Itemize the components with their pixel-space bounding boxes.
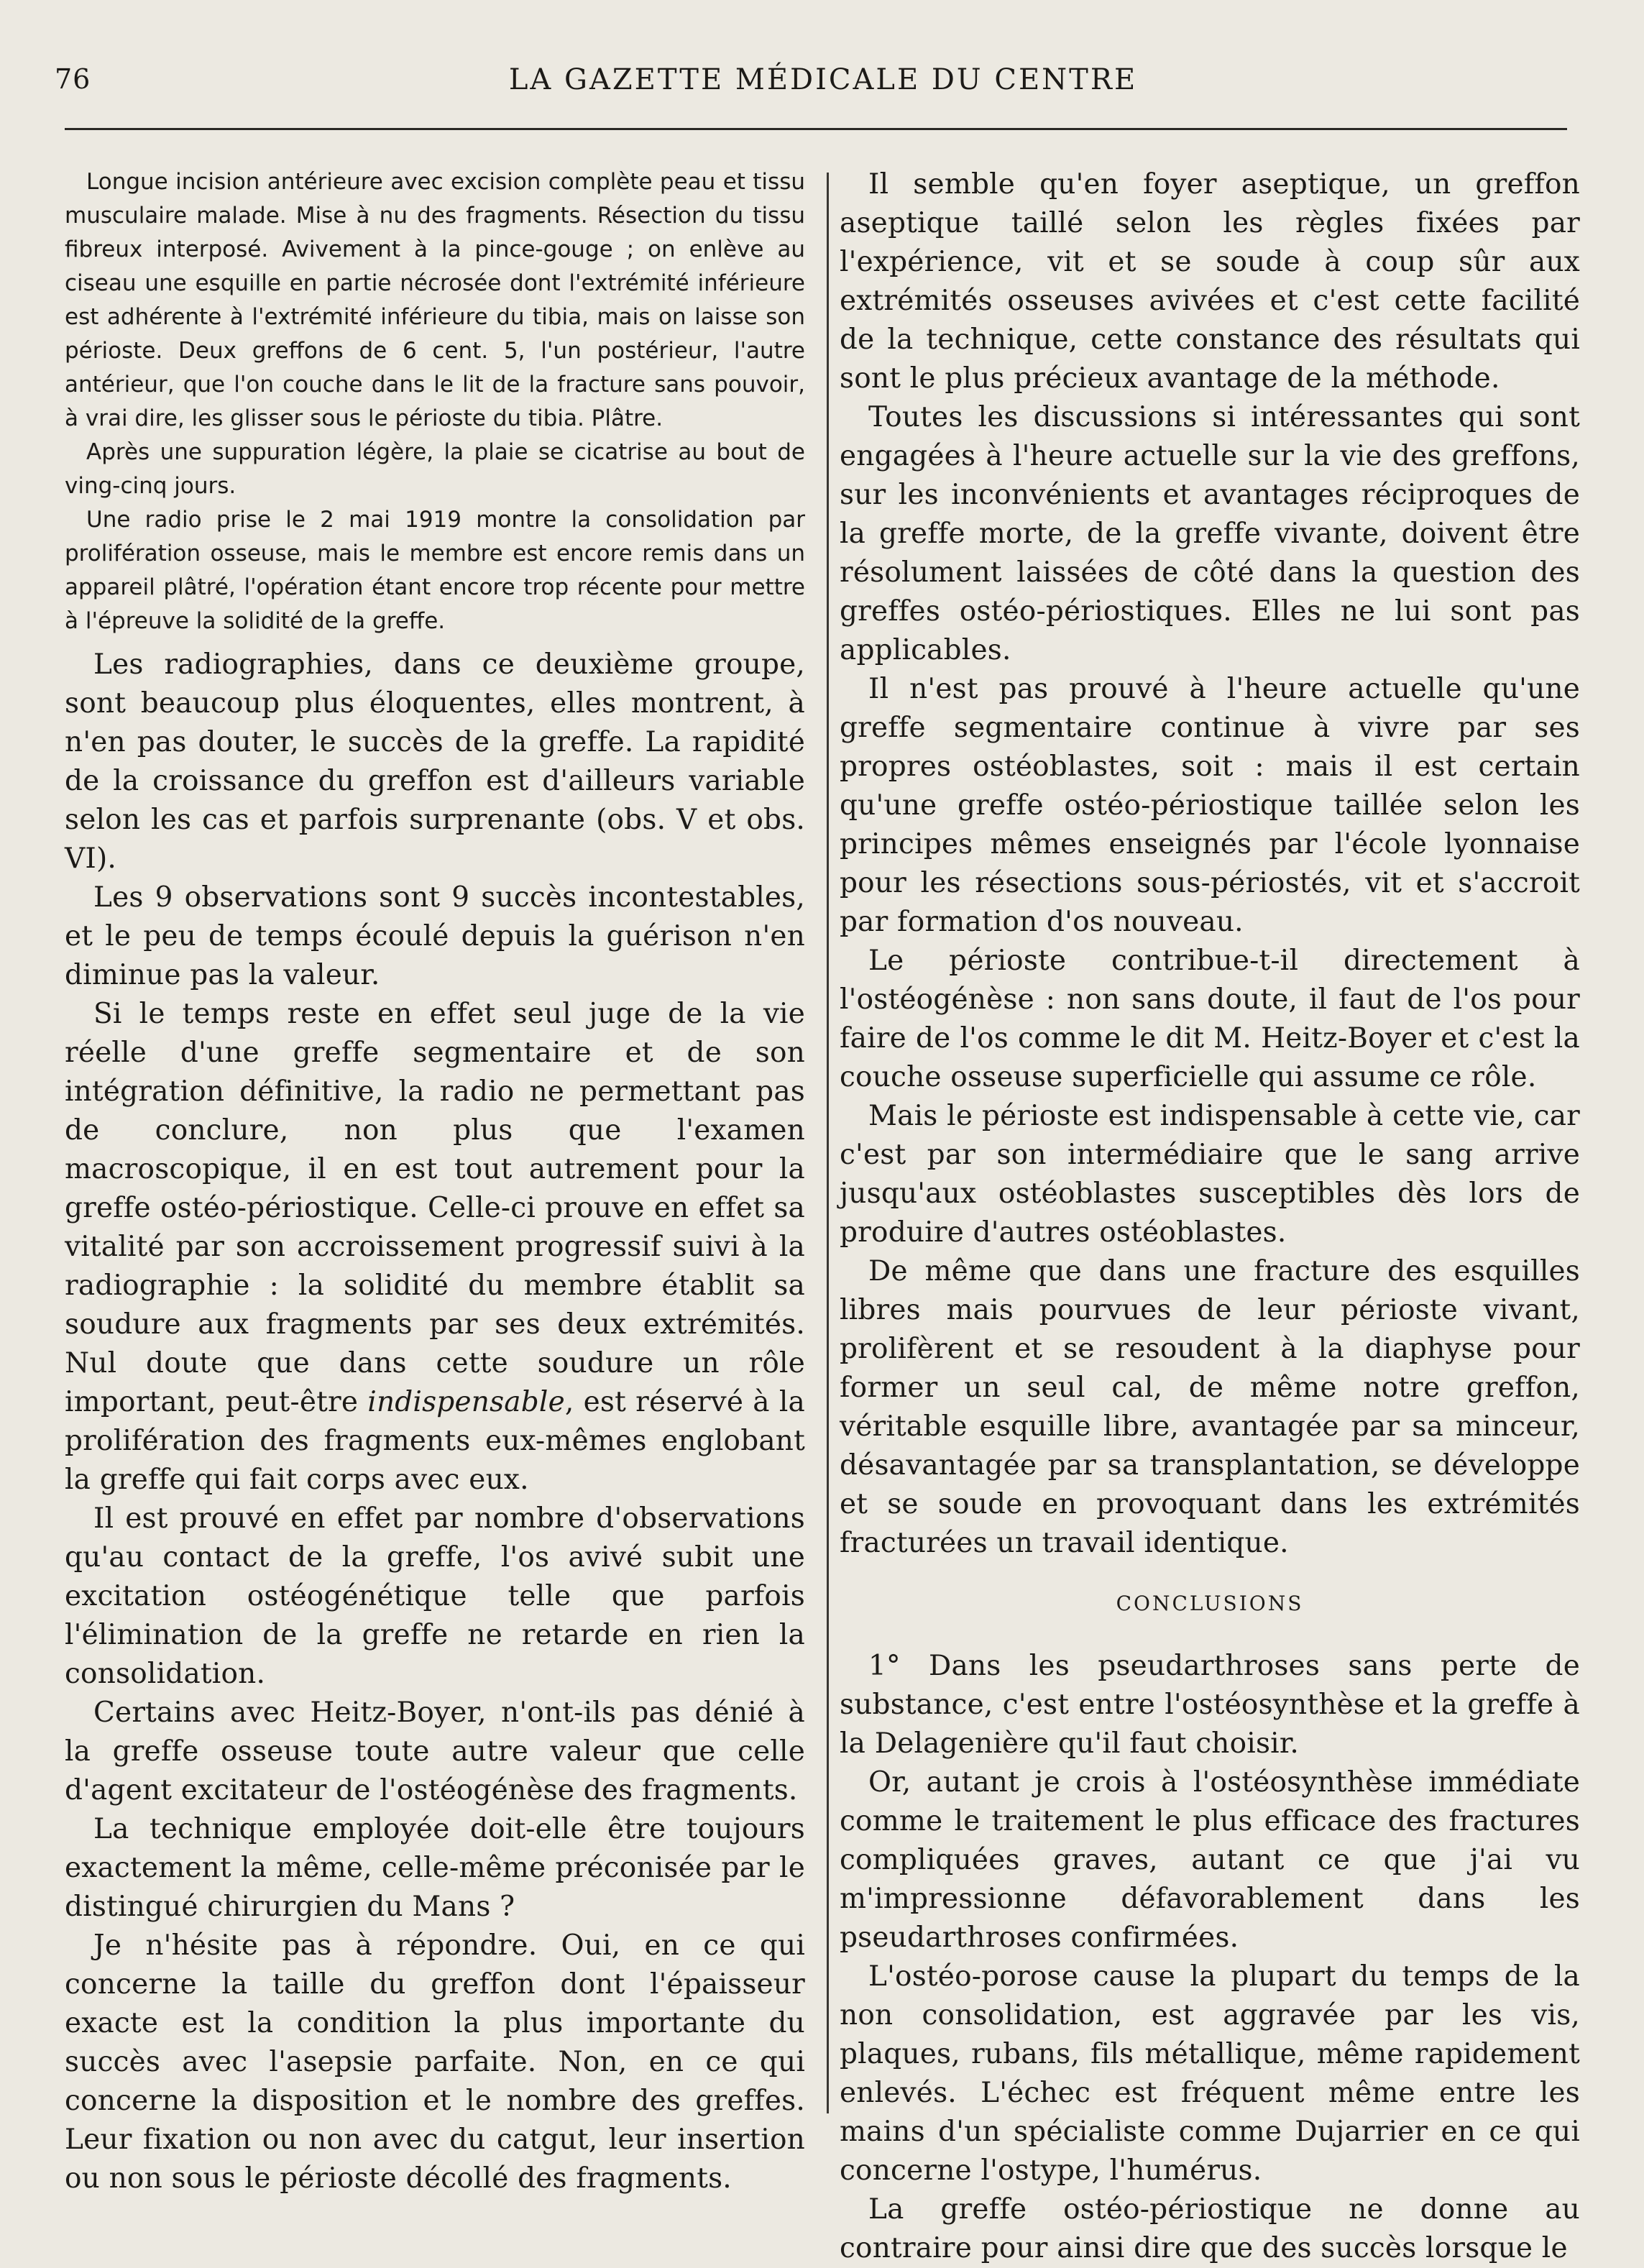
journal-title: LA GAZETTE MÉDICALE DU CENTRE: [508, 63, 1138, 96]
paragraph: Le périoste contribue-t-il directement à l'ostéogénèse : non sans doute, il faut de l'os pour faire de l'os comme le dit M. Heitz-Boyer et c'est la couche osseuse superficielle qui assume ce rôle.: [840, 945, 1580, 1093]
paragraph: [65, 995, 805, 1500]
paragraph: Il semble qu'en foyer aseptique, un greffon aseptique taillé selon les règles fixées par l'expérience, vit et se soude à coup sûr aux extrémités osseuses avivées et c'est cette facilité de la technique, cette constance des résultats qui sont le plus précieux avantage de la méthode.: [840, 168, 1580, 395]
observation-paragraph: Une radio prise le 2 mai 1919 montre la consolidation par prolifération osseuse, mais le membre est encore remis dans un appareil plâtré, l'opération étant encore trop récente pour mettre à l'épreuve la solidité de la greffe.: [65, 507, 805, 634]
paragraph: L'ostéo-porose cause la plupart du temps de la non consolidation, est aggravée par les vis, plaques, rubans, fils métallique, même rapidement enlevés. L'échec est fréquent même entre les mains d'un spécialiste comme Dujarrier en ce qui concerne l'ostype, l'humérus.: [840, 1960, 1580, 2187]
observation-paragraph: Après une suppuration légère, la plaie se cicatrise au bout de ving-cinq jours.: [65, 439, 805, 499]
paragraph: Toutes les discussions si intéressantes qui sont engagées à l'heure actuelle sur la vie des greffons, sur les inconvénients et avantages réciproques de la greffe morte, de la greffe vivante, doivent être résolument laissées de côté dans la question des greffes ostéo-périostiques. Elles ne lui sont pas applicables.: [840, 401, 1580, 666]
right-column: [840, 165, 1580, 2264]
page-number: 76: [55, 63, 91, 95]
page-header: [50, 63, 1596, 106]
paragraph: Il n'est pas prouvé à l'heure actuelle qu'une greffe segmentaire continue à vivre par ses propres ostéoblastes, soit : mais il est certain qu'une greffe ostéo-périostique taillée selon les principes mêmes enseignés par l'école lyonnaise pour les résections sous-périostés, vit et s'accroit par formation d'os nouveau.: [840, 673, 1580, 938]
paragraph-text: , est réservé à la prolifération des fragments eux-mêmes englobant la greffe qui fait corps avec eux.: [65, 1386, 805, 1496]
paragraph: Certains avec Heitz-Boyer, n'ont-ils pas dénié à la greffe osseuse toute autre valeur que celle d'agent excitateur de l'ostéogénèse des fragments.: [65, 1697, 805, 1806]
paragraph: Or, autant je crois à l'ostéosynthèse immédiate comme le traitement le plus efficace des fractures compliquées graves, autant ce que j'ai vu m'impressionne défavorablement dans les pseudarthroses confirmées.: [840, 1766, 1580, 1954]
header-rule: [65, 128, 1567, 130]
paragraph: Les 9 observations sont 9 succès incontestables, et le peu de temps écoulé depuis la guérison n'en diminue pas la valeur.: [65, 881, 805, 991]
section-heading: CONCLUSIONS: [1116, 1592, 1304, 1615]
emphasis-text: indispensable: [367, 1386, 565, 1418]
paragraph: Il est prouvé en effet par nombre d'observations qu'au contact de la greffe, l'os avivé subit une excitation ostéogénétique telle que parfois l'élimination de la greffe ne retarde en rien la consolidation.: [65, 1502, 805, 1690]
paragraph: Mais le périoste est indispensable à cette vie, car c'est par son intermédiaire que le sang arrive jusqu'aux ostéoblastes susceptibles dès lors de produire d'autres ostéoblastes.: [840, 1100, 1580, 1249]
paragraph: Les radiographies, dans ce deuxième groupe, sont beaucoup plus éloquentes, elles montrent, à n'en pas douter, le succès de la greffe. La rapidité de la croissance du greffon est d'ailleurs variable selon les cas et parfois surprenante (obs. V et obs. VI).: [65, 648, 805, 875]
paragraph: De même que dans une fracture des esquilles libres mais pourvues de leur périoste vivant, prolifèrent et se resoudent à la diaphyse pour former un seul cal, de même notre greffon, véritable esquille libre, avantagée par sa minceur, désavantagée par sa transplantation, se développe et se soude en provoquant dans les extrémités fracturées un travail identique.: [840, 1255, 1580, 1559]
spacer: [65, 638, 805, 646]
paragraph-text: Si le temps reste en effet seul juge de la vie réelle d'une greffe segmentaire et de son intégration définitive, la radio ne permettant pas de conclure, non plus que l'examen macroscopique, il en est tout autrement pour la greffe ostéo-périostique. Celle-ci prouve en effet sa vitalité par son accroissement progressif suivi à la radiographie : la solidité du membre établit sa soudure aux fragments par ses deux extrémités. Nul doute que dans cette soudure un rôle important, peut-être: [65, 998, 805, 1418]
left-column: [65, 165, 805, 2195]
column-divider: [827, 173, 829, 2113]
observation-paragraph: Longue incision antérieure avec excision complète peau et tissu musculaire malade. Mise à nu des fragments. Résection du tissu fibreux interposé. Avivement à la pince-gouge ; on enlève au ciseau une esquille en partie nécrosée dont l'extrémité inférieure est adhérente à l'extrémité inférieure du tibia, mais on laisse son périoste. Deux greffons de 6 cent. 5, l'un postérieur, l'autre antérieur, que l'on couche dans le lit de la fracture sans pouvoir, à vrai dire, les glisser sous le périoste du tibia. Plâtre.: [65, 169, 805, 431]
paragraph: 1° Dans les pseudarthroses sans perte de substance, c'est entre l'ostéosynthèse et la greffe à la Delagenière qu'il faut choisir.: [840, 1650, 1580, 1760]
paragraph: Je n'hésite pas à répondre. Oui, en ce qui concerne la taille du greffon dont l'épaisseur exacte est la condition la plus importante du succès avec l'asepsie parfaite. Non, en ce qui concerne la disposition et le nombre des greffes. Leur fixation ou non avec du catgut, leur insertion ou non sous le périoste décollé des fragments.: [65, 1929, 805, 2195]
paragraph: La greffe ostéo-périostique ne donne au contraire pour ainsi dire que des succès lorsque le: [840, 2193, 1580, 2264]
paragraph: La technique employée doit-elle être toujours exactement la même, celle-même préconisée par le distingué chirurgien du Mans ?: [65, 1813, 805, 1923]
